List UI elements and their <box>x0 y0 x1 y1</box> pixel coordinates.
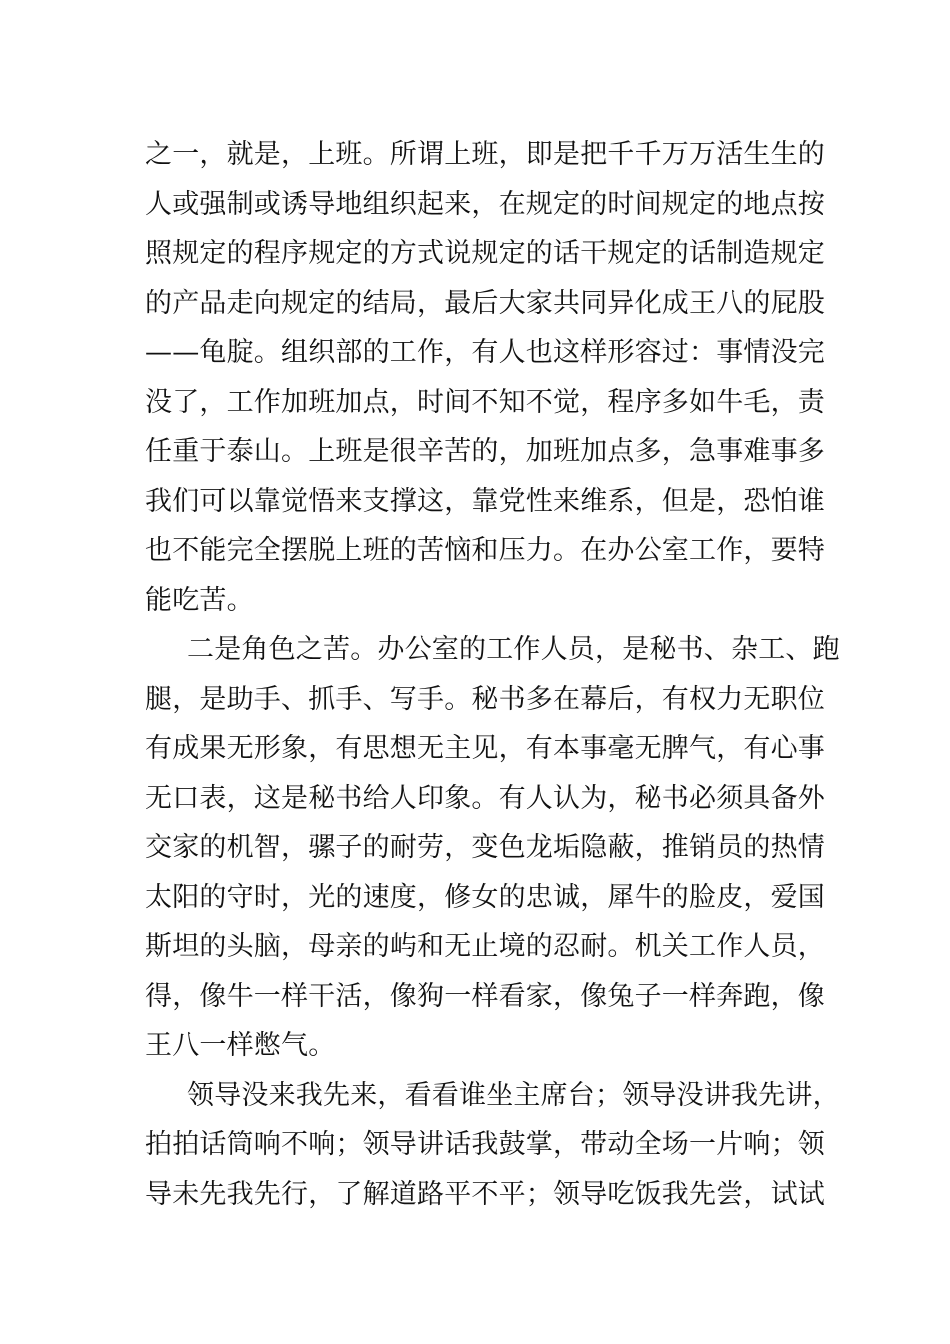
text-line: 太阳的守时，光的速度，修女的忠诚，犀牛的脸皮，爱国 <box>145 881 825 913</box>
text-line: 拍拍话筒响不响；领导讲话我鼓掌，带动全场一片响；领 <box>145 1129 825 1160</box>
text-line: 我们可以靠觉悟来支撑这，靠党性来维系，但是，恐怕谁 <box>145 485 825 517</box>
text-line: ——龟腚。组织部的工作，有人也这样形容过：事情没完 <box>145 337 825 368</box>
text-line: 王八一样憋气。 <box>145 1030 336 1061</box>
text-line: 没了，工作加班加点，时间不知不觉，程序多如牛毛，责 <box>145 386 825 418</box>
text-line: 导未先我先行，了解道路平不平；领导吃饭我先尝，试试 <box>145 1178 825 1210</box>
text-line: 能吃苦。 <box>145 584 254 616</box>
paragraph-1 <box>145 130 825 625</box>
paragraph-2 <box>145 625 840 1071</box>
text-line: 无口表，这是秘书给人印象。有人认为，秘书必须具备外 <box>145 782 825 814</box>
text-line: 二是角色之苦。办公室的工作人员，是秘书、杂工、跑 <box>187 634 840 665</box>
text-line: 照规定的程序规定的方式说规定的话干规定的话制造规定 <box>145 238 825 269</box>
text-line: 领导没来我先来，看看谁坐主席台；领导没讲我先讲， <box>187 1079 840 1111</box>
text-line: 有成果无形象，有思想无主见，有本事毫无脾气，有心事 <box>145 733 825 764</box>
text-line: 腿，是助手、抓手、写手。秘书多在幕后，有权力无职位 <box>145 683 825 715</box>
text-line: 斯坦的头脑，母亲的屿和无止境的忍耐。机关工作人员， <box>145 931 825 962</box>
text-line: 也不能完全摆脱上班的苦恼和压力。在办公室工作，要特 <box>145 535 825 566</box>
text-line: 之一，就是，上班。所谓上班，即是把千千万万活生生的 <box>145 139 825 170</box>
paragraph-3 <box>145 1071 840 1220</box>
text-line: 任重于泰山。上班是很辛苦的，加班加点多，急事难事多 <box>145 436 825 467</box>
body-text <box>145 130 840 1219</box>
text-line: 得，像牛一样干活，像狗一样看家，像兔子一样奔跑，像 <box>145 980 825 1012</box>
text-line: 交家的机智，骡子的耐劳，变色龙垢隐蔽，推销员的热情 <box>145 832 825 863</box>
text-line: 人或强制或诱导地组织起来，在规定的时间规定的地点按 <box>145 188 825 220</box>
text-line: 的产品走向规定的结局，最后大家共同异化成王八的屁股 <box>145 287 825 319</box>
